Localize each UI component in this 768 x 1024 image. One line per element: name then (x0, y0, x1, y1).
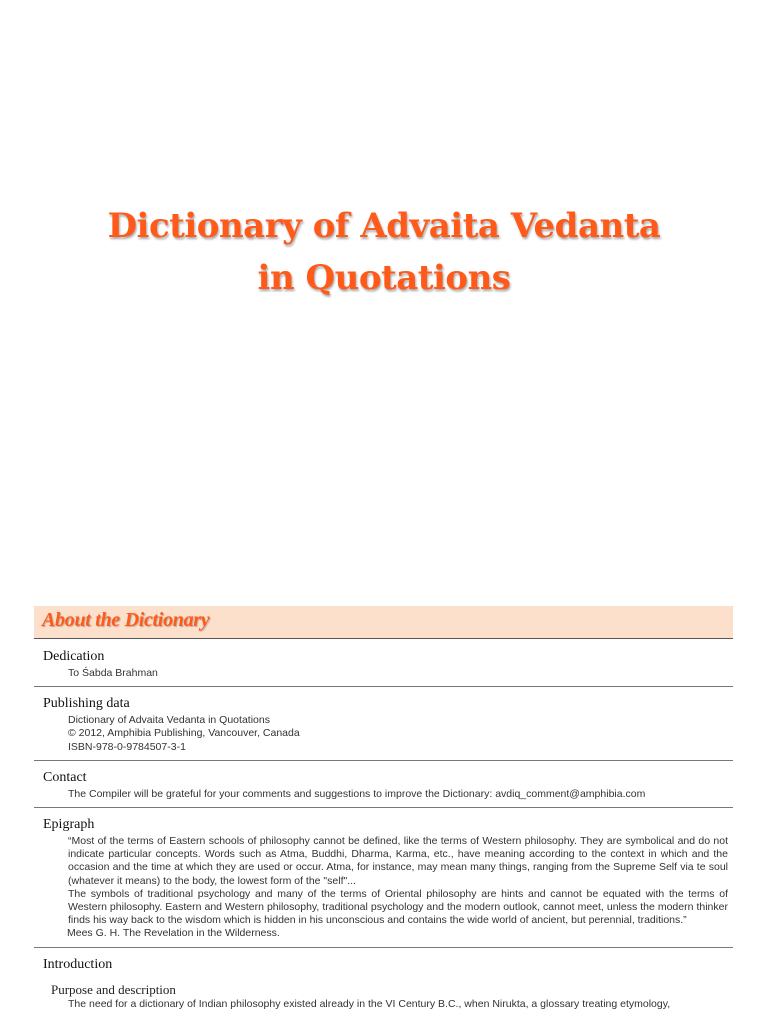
introduction-heading: Introduction (43, 956, 113, 972)
epigraph-paragraph-1: “Most of the terms of Eastern schools of philosophy cannot be defined, like the terms of Western philosophy. They are symbolical and do not indicate particular concepts. Words such as Atma, Buddhi, Dharma, Karma, etc., have meaning according to the context in which and the occasion and the time at which they are used or occur. Atma, for instance, may mean many things, ranging from the Supreme Self via te soul (whatever it means) to the body, the lowest form of the "self"... (68, 835, 728, 887)
introduction-section (34, 948, 733, 1017)
contact-heading: Contact (43, 769, 87, 785)
epigraph-heading: Epigraph (43, 817, 95, 833)
publishing-section (34, 687, 733, 761)
dedication-section (34, 640, 733, 687)
epigraph-paragraph-2: The symbols of traditional psychology and many of the terms of Oriental philosophy are hints and cannot be equated with the terms of Western philosophy. Eastern and Western philosophy, traditional psychology and the modern outlook, cannot meet, unless the modern thinker finds his way back to the wisdom which is hidden in his unconscious and contains the wide world of ancient, but perennial, traditions.” (68, 887, 728, 927)
title-line-1: Dictionary of Advaita Vedanta (107, 206, 661, 246)
title-line-2: in Quotations (257, 258, 511, 298)
epigraph-source: Mees G. H. The Revelation in the Wilderness. (67, 927, 280, 940)
publishing-line: ISBN-978-0-9784507-3-1 (68, 740, 186, 753)
contact-text: The Compiler will be grateful for your comments and suggestions to improve the Dictionary: avdiq_comment@amphibia.com (68, 787, 646, 800)
epigraph-section (34, 808, 733, 948)
introduction-text: The need for a dictionary of Indian philosophy existed already in the VI Century B.C., when Nirukta, a glossary treating etymology, (68, 997, 671, 1010)
introduction-subheading: Purpose and description (51, 981, 176, 997)
cover-title (0, 200, 768, 304)
dedication-text: To Śabda Brahman (68, 667, 158, 679)
about-section-bar (34, 606, 733, 639)
about-content (34, 640, 733, 1017)
about-heading: About the Dictionary (42, 609, 210, 631)
publishing-line: © 2012, Amphibia Publishing, Vancouver, Canada (68, 727, 300, 740)
dedication-heading: Dedication (43, 649, 105, 664)
publishing-line: Dictionary of Advaita Vedanta in Quotations (68, 714, 270, 727)
publishing-heading: Publishing data (43, 696, 130, 712)
contact-section (34, 761, 733, 808)
